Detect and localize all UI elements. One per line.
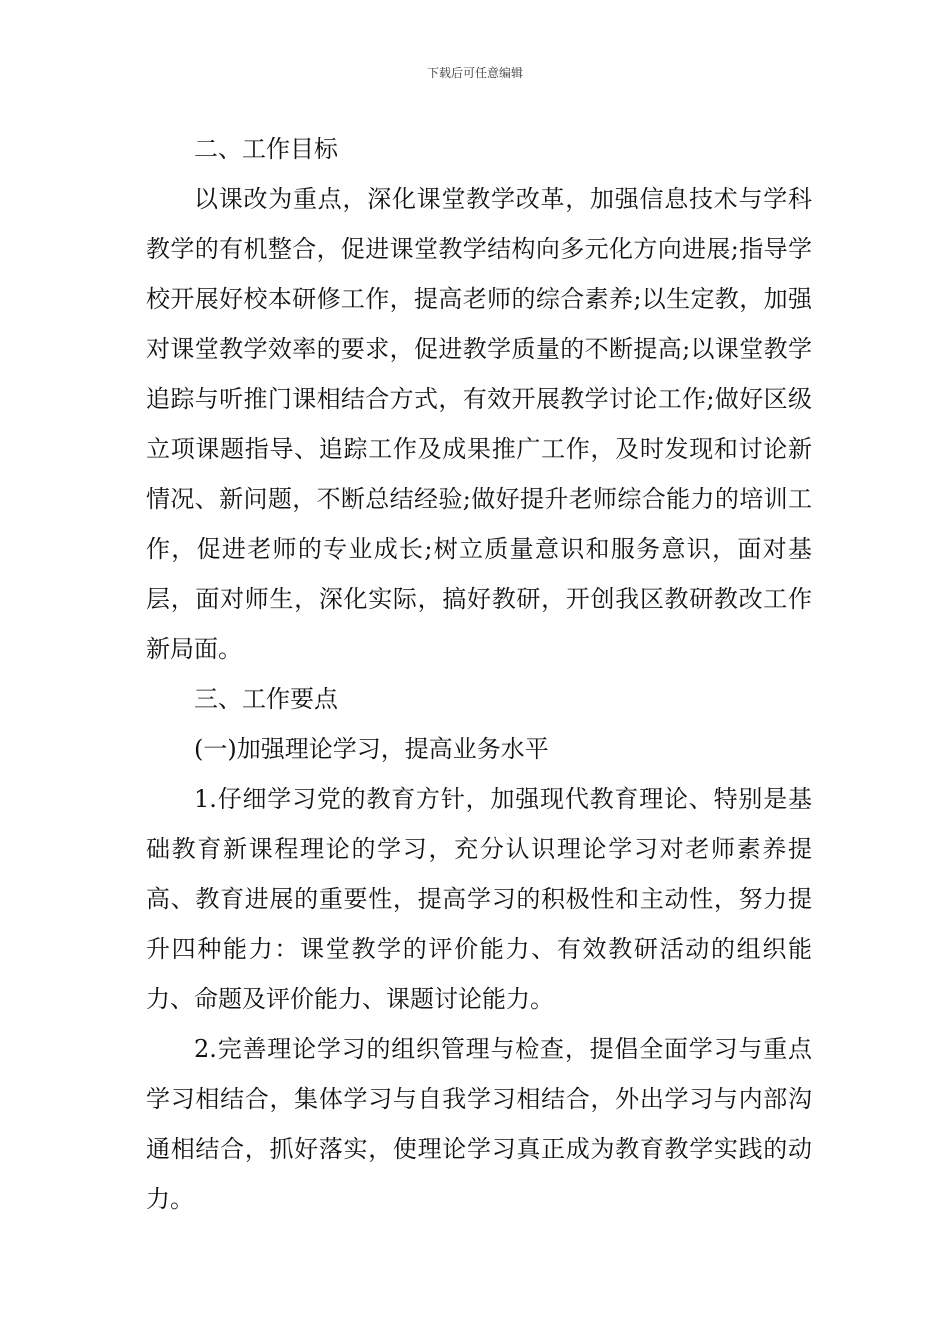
section-heading-goals: 二、工作目标 [194,135,338,163]
key-point-paragraph-1: 1.仔细学习党的教育方针，加强现代教育理论、特别是基础教育新课程理论的学习，充分认识理论学习对老师素养提高、教育进展的重要性，提高学习的积极性和主动性，努力提升四种能力：课堂教学的评价能力、有效教研活动的组织能力、命题及评价能力、课题讨论能力。 [146,785,812,1013]
document-body [146,124,812,1224]
subsection-heading-theory-study: (一)加强理论学习，提高业务水平 [194,735,549,763]
section-heading-key-points: 三、工作要点 [194,685,338,713]
key-point-paragraph-2: 2.完善理论学习的组织管理与检查，提倡全面学习与重点学习相结合，集体学习与自我学习相结合，外出学习与内部沟通相结合，抓好落实，使理论学习真正成为教育教学实践的动力。 [146,1035,812,1213]
goals-paragraph: 以课改为重点，深化课堂教学改革，加强信息技术与学科教学的有机整合，促进课堂教学结构向多元化方向进展;指导学校开展好校本研修工作，提高老师的综合素养;以生定教，加强对课堂教学效率的要求，促进教学质量的不断提高;以课堂教学追踪与听推门课相结合方式，有效开展教学讨论工作;做好区级立项课题指导、追踪工作及成果推广工作，及时发现和讨论新情况、新问题，不断总结经验;做好提升老师综合能力的培训工作，促进老师的专业成长;树立质量意识和服务意识，面对基层，面对师生，深化实际，搞好教研，开创我区教研教改工作新局面。 [146,185,812,663]
page-header: 下载后可任意编辑 [426,66,523,80]
